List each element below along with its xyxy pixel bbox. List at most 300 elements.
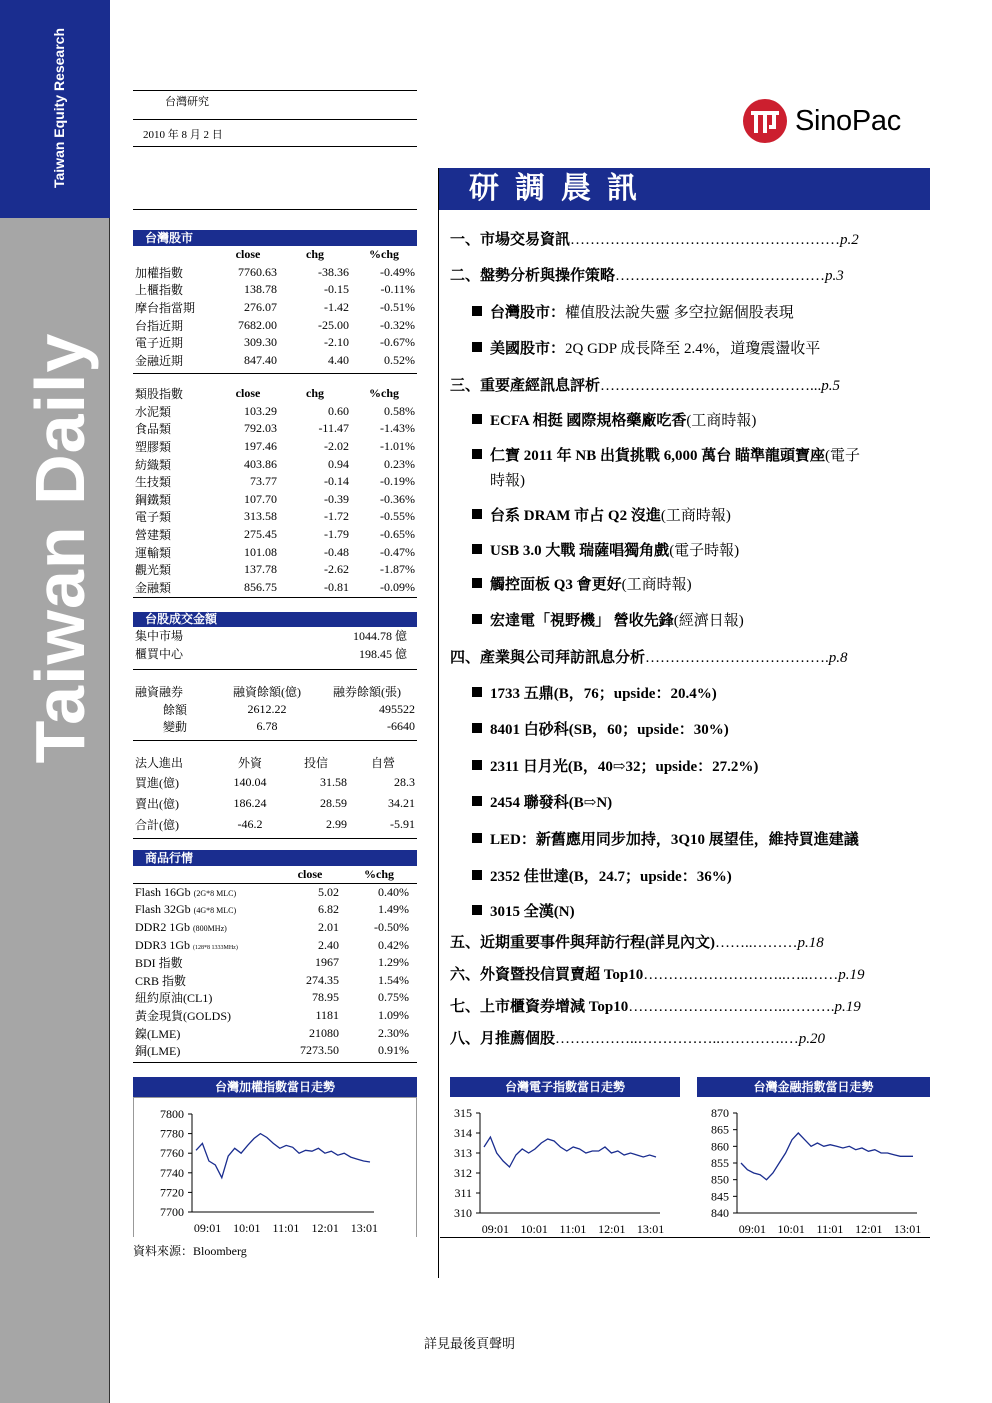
cell: 台指近期: [135, 318, 184, 333]
commodity-name: BDI 指數: [135, 956, 183, 971]
toc-item-4e[interactable]: [472, 828, 859, 849]
turnover-table: [133, 627, 417, 662]
commodity-note: (128*8 1333MHz): [193, 944, 238, 951]
table-row: [133, 1024, 417, 1042]
table-row: [133, 299, 417, 317]
cell: 140.04: [233, 775, 267, 789]
cell: 紡織類: [135, 457, 172, 472]
divider: [133, 838, 417, 839]
commodity-name: 鎳(LME): [135, 1026, 181, 1041]
x-tick-label: 12:01: [855, 1222, 883, 1236]
toc-item-4d[interactable]: [472, 791, 612, 812]
cell: 0.42%: [378, 937, 409, 952]
bullet-square-icon: [472, 905, 482, 915]
cell: 上櫃指數: [135, 283, 184, 298]
cell: 856.75: [244, 579, 277, 594]
cell: 78.95: [312, 990, 339, 1005]
sidebar-top-band: [0, 0, 110, 218]
cell: 6.78: [256, 719, 278, 734]
toc-item-bold: 2311 日月光(B，40⇨32；upside：27.2%): [490, 759, 759, 775]
toc-page: p.8: [828, 650, 848, 666]
toc-item-3d[interactable]: [472, 539, 739, 560]
table-row: [133, 989, 417, 1007]
cell: 變動: [162, 720, 187, 735]
cell: 1967: [315, 955, 339, 970]
cell: -0.48: [324, 544, 349, 559]
toc-leader: …………………………..……….: [628, 999, 835, 1015]
cell: -1.87%: [380, 562, 415, 577]
cell: 1.54%: [378, 972, 409, 987]
cell: -1.01%: [380, 439, 415, 454]
y-tick-label: 312: [454, 1166, 472, 1180]
y-tick-label: 855: [711, 1156, 729, 1170]
bullet-square-icon: [472, 833, 482, 843]
cell: 食品類: [135, 422, 172, 437]
toc-item-bold: 2454 聯發科(B⇨N): [490, 795, 613, 811]
cell: [133, 989, 279, 1007]
toc-item-rest: (工商時報): [621, 577, 692, 593]
toc-label: 八、月推薦個股: [450, 1031, 556, 1047]
cell: 運輸類: [135, 545, 172, 560]
y-tick-label: 870: [711, 1106, 729, 1120]
toc-item-bold: 仁寶 2011 年 NB 出貨挑戰 6,000 萬台 瞄準龍頭寶座: [490, 448, 826, 464]
y-tick-label: 850: [711, 1172, 729, 1187]
sinopac-logo: [742, 98, 901, 144]
table-row: [133, 352, 417, 370]
cell: 觀光類: [135, 563, 172, 578]
toc-page: p.19: [834, 999, 861, 1015]
sidebar-big-title: Taiwan Daily: [21, 332, 99, 764]
table-row: [133, 1042, 417, 1060]
cell: -11.47: [318, 421, 349, 436]
cell: -25.00: [318, 317, 349, 332]
x-tick-label: 12:01: [598, 1222, 626, 1236]
commodity-name: Flash 16Gb: [135, 885, 191, 900]
bullet-square-icon: [472, 449, 482, 459]
table-row: [133, 561, 417, 579]
x-tick-label: 10:01: [233, 1221, 261, 1235]
toc-page: p.5: [821, 378, 841, 394]
y-tick-label: 865: [711, 1122, 729, 1137]
header-rule-top: [133, 90, 417, 91]
table-row: [133, 508, 417, 526]
table-row: [133, 814, 417, 835]
series-line: [741, 1133, 913, 1180]
toc-leader: ……………………………………: [615, 268, 826, 284]
x-tick-label: 13:01: [893, 1222, 922, 1236]
divider: [133, 740, 417, 741]
toc-label: 七、上市櫃資券增減 Top10: [450, 999, 629, 1015]
table-row: [133, 316, 417, 334]
toc-leader: ………………………………………………: [570, 232, 841, 248]
sidebar-top-text: Taiwan Equity Research: [51, 27, 67, 189]
cell: 309.30: [244, 335, 277, 350]
cell: 0.23%: [384, 456, 415, 471]
table-row: [133, 627, 417, 645]
taiex-intraday-chart: [134, 1098, 416, 1237]
cell: 集中市場: [135, 629, 184, 644]
cell: 2612.22: [247, 701, 287, 716]
toc-item-rest: (電子時報): [669, 543, 740, 559]
toc-item-bold: 2352 佳世達(B，24.7；upside：36%): [490, 869, 732, 885]
commodity-name: 紐約原油(CL1): [135, 991, 213, 1006]
header-rule-mid: [133, 119, 417, 120]
cell: -38.36: [318, 264, 349, 279]
table-row: [133, 1007, 417, 1025]
margin-header-row: [133, 683, 417, 701]
cell: 2.40: [318, 937, 339, 952]
table-row: [133, 901, 417, 919]
cell: 加權指數: [135, 265, 184, 280]
cell: 2.30%: [378, 1025, 409, 1040]
table-row: [133, 645, 417, 663]
cell: [133, 901, 279, 919]
toc-section-8[interactable]: [450, 1027, 825, 1048]
cell: -0.51%: [380, 300, 415, 315]
chart-title: 台灣金融指數當日走勢: [697, 1077, 930, 1097]
y-tick-label: 7720: [160, 1185, 184, 1200]
col-header: 投信: [303, 755, 328, 770]
toc-leader: ………………………..…..……: [643, 967, 839, 983]
cell: [133, 1007, 279, 1025]
cell: 電子近期: [135, 336, 184, 351]
cell: 鋼鐵類: [135, 492, 172, 507]
toc-leader: ……………………………….: [645, 650, 829, 666]
toc-page: p.19: [838, 967, 865, 983]
toc-item-2a[interactable]: [472, 301, 794, 322]
divider: [133, 597, 417, 598]
cell: 138.78: [244, 282, 277, 297]
cell: 21080: [309, 1025, 339, 1040]
table-row: [133, 264, 417, 282]
institutional-header-row: [133, 752, 417, 772]
table-row: [133, 579, 417, 597]
commodities-header-row: [133, 866, 417, 884]
cell: 0.75%: [378, 990, 409, 1005]
toc-item-bold: ECFA 相挺 國際規格藥廠吃香: [490, 413, 687, 429]
toc-section-1[interactable]: [450, 228, 859, 249]
cell: 餘額: [162, 702, 187, 717]
cell: 186.24: [233, 796, 267, 810]
commodity-name: 銅(LME): [135, 1044, 181, 1059]
toc-item-bold: 觸控面板 Q3 會更好: [490, 577, 622, 593]
toc-page: p.20: [798, 1031, 826, 1047]
toc-item-3c[interactable]: [472, 504, 731, 525]
col-header: chg: [306, 386, 324, 401]
toc-section-2[interactable]: [450, 264, 844, 285]
cell: -0.15: [324, 282, 349, 297]
table-row: [133, 919, 417, 937]
col-header: %chg: [369, 386, 399, 401]
market-section-title: 台灣股市: [133, 230, 417, 246]
cell: -6640: [387, 719, 415, 734]
col-header: %chg: [369, 247, 399, 262]
y-tick-label: 845: [711, 1189, 729, 1204]
toc-leader: ……..………: [715, 935, 798, 951]
sidebar: [0, 0, 110, 1403]
toc-item-rest: (經濟日報): [673, 613, 744, 629]
cell: 34.21: [388, 796, 415, 810]
turnover-title: 台股成交金額: [133, 612, 417, 627]
cell: -0.47%: [380, 544, 415, 559]
cell: -2.02: [324, 439, 349, 454]
cell: 276.07: [244, 300, 277, 315]
cell: 6.82: [318, 902, 339, 917]
cell: 生技類: [135, 475, 172, 490]
cell: 1.29%: [378, 955, 409, 970]
col-header: chg: [306, 247, 324, 262]
commodity-note: (800MHz): [193, 924, 227, 934]
x-tick-label: 13:01: [636, 1222, 665, 1236]
cell: -0.39: [324, 491, 349, 506]
col-header: close: [297, 867, 323, 882]
cell: 313.58: [244, 509, 277, 524]
commodity-name: DDR2 1Gb: [135, 920, 191, 935]
cell: 金融近期: [135, 353, 184, 368]
bullet-square-icon: [472, 614, 482, 624]
bullet-square-icon: [472, 578, 482, 588]
x-tick-label: 13:01: [350, 1221, 379, 1235]
table-row: [133, 793, 417, 814]
toc-item-bold: 美國股市：: [490, 341, 566, 357]
toc-item-rest: 權值股法說失靈 多空拉鋸個股表現: [565, 305, 794, 321]
finance-intraday-chart: [697, 1097, 930, 1236]
table-row: [133, 334, 417, 352]
cell: 495522: [379, 701, 415, 716]
logo-text: SinoPac: [795, 104, 901, 137]
divider: [133, 1062, 417, 1063]
cell: 0.60: [328, 403, 349, 418]
x-tick-label: 10:01: [520, 1222, 548, 1236]
cell: [133, 972, 279, 990]
toc-item-4f[interactable]: [472, 865, 732, 886]
bullet-square-icon: [472, 306, 482, 316]
table-row: [133, 972, 417, 990]
col-header: 自營: [370, 755, 395, 770]
toc-item-bold: LED：新舊應用同步加持，3Q10 展望佳，維持買進建議: [490, 832, 859, 848]
margin-section: [133, 683, 417, 736]
cell: 2.01: [318, 920, 339, 935]
y-tick-label: 860: [711, 1139, 729, 1154]
toc-item-bold: 8401 白砂科(SB，60；upside：30%): [490, 722, 729, 738]
table-row: [133, 491, 417, 509]
commodity-name: DDR3 1Gb: [135, 937, 191, 952]
table-row: [133, 281, 417, 299]
chart-frame: [697, 1097, 930, 1237]
cell: -0.36%: [380, 491, 415, 506]
toc-item-rest: (電子: [825, 448, 861, 464]
sector-section: [133, 385, 417, 596]
bullet-square-icon: [472, 342, 482, 352]
bullet-square-icon: [472, 414, 482, 424]
y-tick-label: 7800: [160, 1107, 184, 1121]
market-section: [133, 230, 417, 369]
toc-item-2b[interactable]: [472, 337, 820, 358]
cell: [133, 936, 279, 954]
toc-item-4b[interactable]: [472, 718, 729, 739]
institutional-table: [133, 752, 417, 835]
col-header: [133, 246, 217, 264]
series-line: [484, 1137, 656, 1167]
toc-item-4a[interactable]: [472, 682, 717, 703]
toc-section-6[interactable]: [450, 963, 864, 984]
cell: 103.29: [244, 403, 277, 418]
commodities-section: [133, 850, 417, 1060]
cell: 買進(億): [135, 776, 179, 790]
cell: 137.78: [244, 562, 277, 577]
cell: 5.02: [318, 885, 339, 900]
toc-item-rest: (工商時報): [660, 508, 731, 524]
series-line: [196, 1134, 370, 1178]
sector-header-row: [133, 385, 417, 403]
y-tick-label: 7780: [160, 1126, 184, 1141]
cell: [133, 954, 279, 972]
toc-item-bold: 台系 DRAM 市占 Q2 沒進: [490, 508, 661, 524]
toc-label: 三、重要產經訊息評析: [450, 378, 601, 394]
report-title: 研調晨訊: [439, 168, 930, 210]
toc-label: 六、外資暨投信買賣超 Top10: [450, 967, 644, 983]
cell: 1044.78 億: [352, 629, 407, 644]
x-tick-label: 09:01: [738, 1222, 767, 1236]
institutional-section: [133, 752, 417, 835]
cell: 107.70: [244, 491, 277, 506]
cell: -0.09%: [380, 579, 415, 594]
commodities-title: 商品行情: [133, 850, 417, 866]
toc-page: p.18: [797, 935, 824, 951]
table-row: [133, 455, 417, 473]
cell: [133, 1042, 279, 1060]
cell: 0.94: [328, 456, 349, 471]
cell: -1.72: [324, 509, 349, 524]
table-row: [133, 954, 417, 972]
commodity-note: (4G*8 MLC): [193, 906, 237, 916]
toc-item-bold: 1733 五鼎(B，76；upside：20.4%): [490, 686, 717, 702]
cell: 營建類: [135, 528, 172, 543]
cell: 7760.63: [238, 264, 277, 279]
bullet-square-icon: [472, 687, 482, 697]
y-tick-label: 7740: [160, 1165, 184, 1180]
cell: 摩台指當期: [135, 301, 196, 316]
cell: -0.67%: [380, 335, 415, 350]
bullet-square-icon: [472, 544, 482, 554]
toc-section-5[interactable]: [450, 931, 824, 952]
toc-item-rest: 2Q GDP 成長降至 2.4%，道瓊震盪收平: [565, 341, 821, 357]
col-header: 外資: [237, 755, 262, 770]
toc-label: 五、近期重要事件與拜訪行程(詳見內文): [450, 935, 715, 951]
cell: 電子類: [135, 510, 172, 525]
toc-item-3b[interactable]: [472, 444, 860, 465]
data-source: 資料來源：Bloomberg: [133, 1244, 247, 1258]
chart-title: 台灣電子指數當日走勢: [450, 1077, 680, 1097]
market-table: [133, 246, 417, 369]
toc-item-4g[interactable]: [472, 900, 575, 921]
cell: -0.11%: [380, 282, 415, 297]
cell: 2.99: [326, 817, 347, 831]
toc-label: 四、產業與公司拜訪訊息分析: [450, 650, 646, 666]
cell: 0.40%: [378, 885, 409, 900]
toc-section-4[interactable]: [450, 646, 848, 667]
cell: 198.45 億: [358, 646, 407, 661]
y-tick-label: 311: [454, 1186, 472, 1200]
table-row: [133, 438, 417, 456]
cell: -46.2: [237, 817, 263, 831]
col-header: 融券餘額(張): [333, 685, 401, 700]
table-row: [133, 884, 417, 902]
turnover-section: [133, 612, 417, 662]
divider: [133, 669, 417, 670]
cell: 28.3: [394, 775, 415, 789]
bullet-square-icon: [472, 796, 482, 806]
cell: -1.79: [324, 527, 349, 542]
col-header: close: [235, 247, 261, 262]
toc-label: 一、市場交易資訊: [450, 232, 571, 248]
cell: 7682.00: [238, 317, 277, 332]
col-header: 融資餘額(億): [233, 685, 301, 700]
cell: 0.52%: [384, 352, 415, 367]
cell: -0.19%: [380, 474, 415, 489]
cell: 4.40: [328, 352, 349, 367]
cell: 1.09%: [378, 1008, 409, 1023]
table-row: [133, 420, 417, 438]
sector-table: [133, 385, 417, 596]
cell: 792.03: [244, 421, 277, 436]
cell: 7273.50: [300, 1043, 339, 1058]
bullet-square-icon: [472, 870, 482, 880]
report-date: 2010 年 8 月 2 日: [143, 129, 223, 141]
toc-section-3[interactable]: [450, 374, 840, 395]
x-tick-label: 11:01: [816, 1222, 844, 1236]
chart-title: 台灣加權指數當日走勢: [133, 1077, 417, 1097]
org-label: 台灣研究: [165, 96, 209, 108]
toc-item-4c[interactable]: [472, 755, 758, 776]
cell: 101.08: [244, 544, 277, 559]
cell: 274.35: [306, 972, 339, 987]
toc-item-3f[interactable]: [472, 609, 744, 630]
cell: 塑膠類: [135, 440, 172, 455]
toc-section-7[interactable]: [450, 995, 861, 1016]
x-tick-label: 12:01: [311, 1221, 339, 1235]
table-row: [133, 543, 417, 561]
table-row: [133, 526, 417, 544]
cell: -0.81: [324, 579, 349, 594]
toc-leader: ……………..……………..………….…: [555, 1031, 799, 1047]
toc-item-3e[interactable]: [472, 573, 692, 594]
y-tick-label: 314: [454, 1126, 472, 1140]
commodities-table: [133, 866, 417, 1060]
column-divider: [438, 168, 439, 1278]
table-row: [133, 772, 417, 793]
cell: -1.43%: [380, 421, 415, 436]
commodity-note: (2G*8 MLC): [193, 889, 237, 899]
toc-item-bold: 台灣股市：: [490, 305, 566, 321]
cell: -0.55%: [380, 509, 415, 524]
col-header: close: [235, 386, 261, 401]
y-tick-label: 7700: [160, 1205, 184, 1219]
market-header-row: [133, 246, 417, 264]
commodity-name: Flash 32Gb: [135, 902, 191, 917]
cell: 賣出(億): [135, 797, 179, 811]
toc-item-3a[interactable]: [472, 409, 756, 430]
x-tick-label: 11:01: [272, 1221, 300, 1235]
toc-item-rest: 時報): [490, 473, 525, 489]
chart-frame: [133, 1097, 417, 1237]
toc-item-bold: 宏達電「視野機」 營收先鋒: [490, 613, 674, 629]
x-tick-label: 09:01: [193, 1221, 222, 1235]
toc-item-bold: 3015 全漢(N): [490, 904, 575, 920]
cell: 0.58%: [384, 403, 415, 418]
cell: -5.91: [390, 817, 415, 831]
col-header: 融資融券: [135, 685, 184, 700]
